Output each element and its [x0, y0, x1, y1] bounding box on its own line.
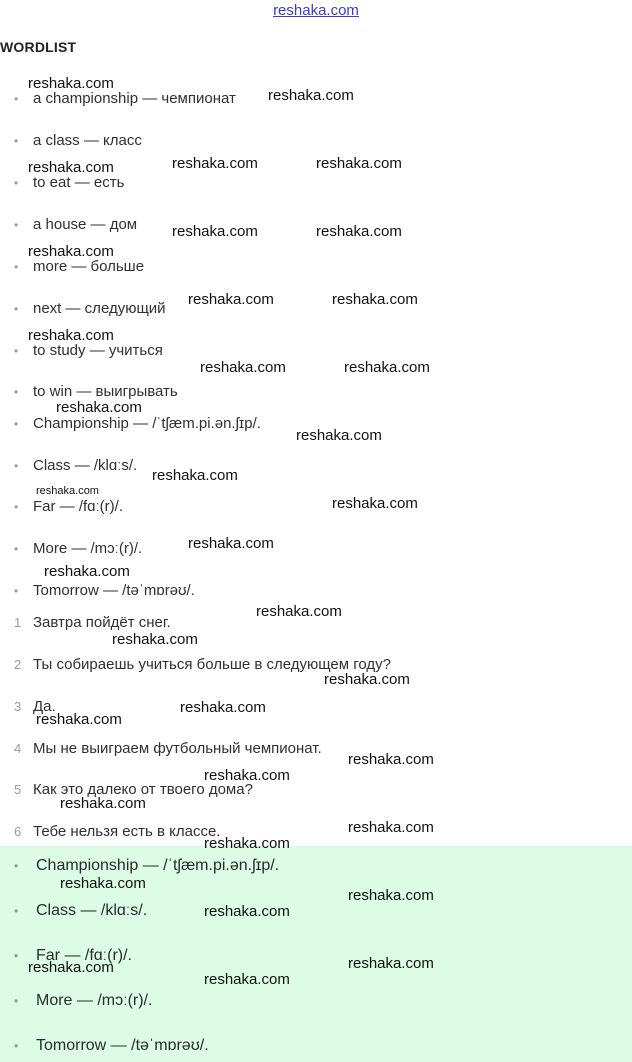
watermark: reshaka.com — [180, 699, 266, 716]
list-item: • to win — выигрывать — [14, 383, 178, 400]
bullet-icon: • — [14, 859, 19, 873]
list-item: • More — /mɔː(r)/. — [14, 540, 143, 557]
watermark: reshaka.com — [112, 631, 198, 648]
sentence-item: 4 Мы не выиграем футбольный чемпионат. — [14, 740, 322, 757]
bullet-icon: • — [14, 134, 19, 148]
list-item: • more — больше — [14, 258, 145, 275]
page-heading: WORDLIST — [0, 39, 77, 55]
watermark: reshaka.com — [348, 887, 434, 904]
watermark: reshaka.com — [60, 795, 146, 812]
watermark: reshaka.com — [332, 495, 418, 512]
watermark: reshaka.com — [28, 159, 114, 176]
watermark: reshaka.com — [36, 711, 122, 728]
watermark: reshaka.com — [28, 75, 114, 92]
sentence-item: 3 Да. — [14, 698, 56, 715]
sentence-item: 5 Как это далеко от твоего дома? — [14, 781, 253, 798]
watermark: reshaka.com — [204, 835, 290, 852]
watermark: reshaka.com — [188, 535, 274, 552]
watermark: reshaka.com — [348, 955, 434, 972]
sentence-item: 6 Тебе нельзя есть в классе. — [14, 823, 221, 840]
bullet-icon: • — [14, 344, 19, 358]
bullet-icon: • — [14, 176, 19, 190]
watermark: reshaka.com — [36, 485, 99, 497]
header-link[interactable]: reshaka.com — [273, 2, 359, 19]
list-item: • to eat — есть — [14, 174, 125, 191]
watermark: reshaka.com — [256, 603, 342, 620]
bullet-icon: • — [14, 904, 19, 918]
bullet-icon: • — [14, 417, 19, 431]
pronunciation-item: • Class — /klɑːs/. — [14, 902, 148, 919]
list-item: • to study — учиться — [14, 342, 163, 359]
watermark: reshaka.com — [56, 399, 142, 416]
watermark: reshaka.com — [188, 291, 274, 308]
watermark: reshaka.com — [200, 359, 286, 376]
list-item: • Class — /klɑːs/. — [14, 457, 138, 474]
watermark: reshaka.com — [348, 819, 434, 836]
list-item: • a class — класс — [14, 132, 142, 149]
pronunciation-item: • Tomorrow — /təˈmɒrəʊ/. — [14, 1037, 209, 1054]
sentence-item: 1 Завтра пойдёт снег. — [14, 614, 171, 631]
sentence-item: 2 Ты собираешь учиться больше в следующем году? — [14, 656, 392, 673]
watermark: reshaka.com — [44, 563, 130, 580]
watermark: reshaka.com — [268, 87, 354, 104]
watermark: reshaka.com — [344, 359, 430, 376]
list-item: • Far — /fɑː(r)/. — [14, 498, 123, 515]
watermark: reshaka.com — [204, 971, 290, 988]
bullet-icon: • — [14, 92, 19, 106]
pronunciation-item: • More — /mɔː(r)/. — [14, 992, 153, 1009]
list-item: • a championship — чемпионат — [14, 90, 236, 107]
watermark: reshaka.com — [152, 467, 238, 484]
watermark: reshaka.com — [28, 243, 114, 260]
list-item: • Championship — /ˈtʃæm.pi.ən.ʃɪp/. — [14, 415, 261, 432]
watermark: reshaka.com — [348, 751, 434, 768]
watermark: reshaka.com — [172, 223, 258, 240]
watermark: reshaka.com — [204, 767, 290, 784]
watermark: reshaka.com — [332, 291, 418, 308]
bullet-icon: • — [14, 1039, 19, 1053]
pronunciation-item: • Far — /fɑː(r)/. — [14, 947, 132, 964]
watermark: reshaka.com — [60, 875, 146, 892]
bullet-icon: • — [14, 459, 19, 473]
bullet-icon: • — [14, 302, 19, 316]
list-item: • next — следующий — [14, 300, 166, 317]
watermark: reshaka.com — [296, 427, 382, 444]
bullet-icon: • — [14, 385, 19, 399]
bullet-icon: • — [14, 994, 19, 1008]
list-item: • Tomorrow — /təˈmɒrəʊ/. — [14, 582, 195, 599]
bullet-icon: • — [14, 260, 19, 274]
watermark: reshaka.com — [28, 327, 114, 344]
list-item: • a house — дом — [14, 216, 138, 233]
watermark: reshaka.com — [316, 155, 402, 172]
bullet-icon: • — [14, 949, 19, 963]
bullet-icon: • — [14, 542, 19, 556]
watermark: reshaka.com — [316, 223, 402, 240]
watermark: reshaka.com — [204, 903, 290, 920]
watermark: reshaka.com — [28, 959, 114, 976]
bullet-icon: • — [14, 218, 19, 232]
watermark: reshaka.com — [172, 155, 258, 172]
watermark: reshaka.com — [324, 671, 410, 688]
pronunciation-item: • Championship — /ˈtʃæm.pi.ən.ʃɪp/. — [14, 857, 280, 874]
bullet-icon: • — [14, 584, 19, 598]
bullet-icon: • — [14, 500, 19, 514]
